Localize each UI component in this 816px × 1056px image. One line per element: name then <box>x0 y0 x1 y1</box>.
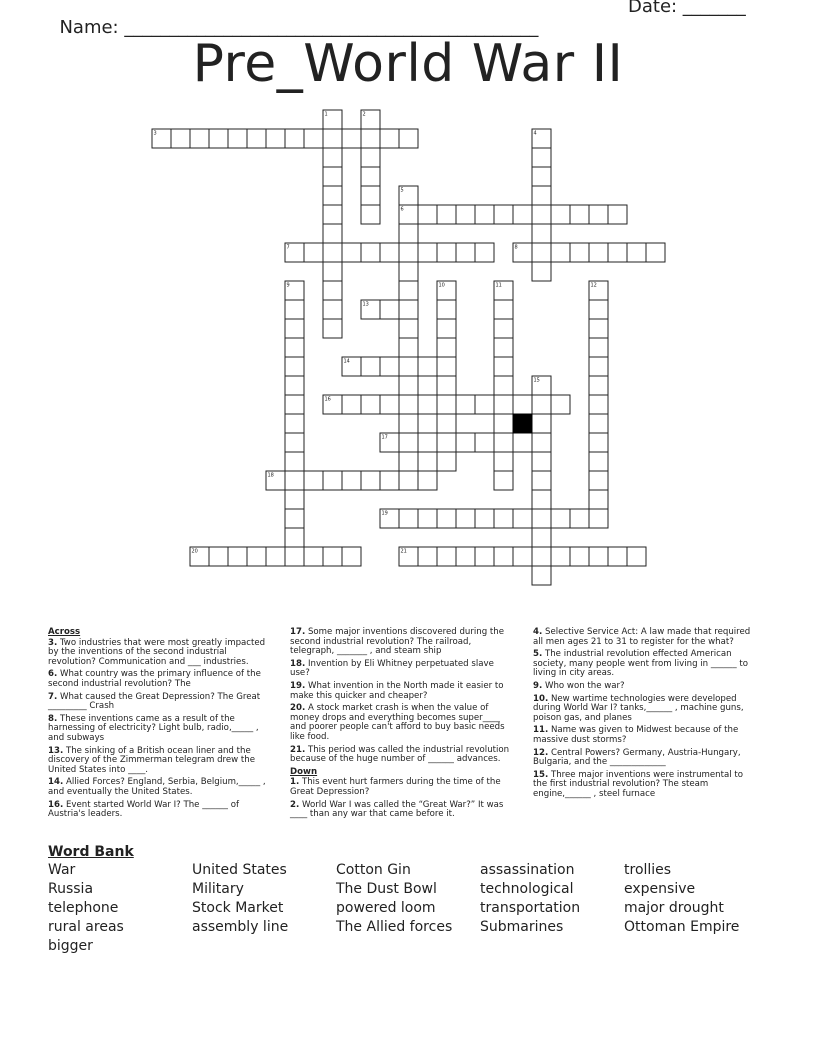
grid-cell[interactable] <box>589 490 608 509</box>
clue-across-21: 21. This period was called the industrial revolution because of the huge number of ______ advances. <box>290 744 510 765</box>
grid-cell[interactable] <box>589 300 608 319</box>
grid-cell[interactable] <box>399 471 418 490</box>
grid-cell[interactable] <box>532 167 551 186</box>
grid-cell[interactable] <box>589 547 608 566</box>
grid-cell[interactable] <box>589 205 608 224</box>
grid-clue-number: 20 <box>191 548 198 555</box>
grid-cell[interactable] <box>342 547 361 566</box>
grid-cell[interactable] <box>627 243 646 262</box>
grid-clue-number: 9 <box>286 282 290 289</box>
grid-cell[interactable] <box>418 205 437 224</box>
grid-cell[interactable] <box>589 243 608 262</box>
clue-down-5: 5. The industrial revolution effected American society, many people went from living in ______ to living in city areas. <box>533 649 748 679</box>
grid-cell[interactable] <box>209 547 228 566</box>
clue-down-4: 4. Selective Service Act: A law made that required all men ages 21 to 31 to register for the what? <box>533 627 751 647</box>
grid-cell[interactable] <box>247 547 266 566</box>
grid-cell[interactable] <box>494 395 513 414</box>
grid-cell[interactable] <box>494 433 513 452</box>
grid-cell[interactable] <box>209 129 228 148</box>
word-bank-item: Ottoman Empire <box>624 919 740 935</box>
grid-cell[interactable] <box>171 129 190 148</box>
grid-cell[interactable] <box>494 319 513 338</box>
grid-cell[interactable] <box>399 357 418 376</box>
grid-cell[interactable] <box>589 395 608 414</box>
grid-cell[interactable] <box>399 319 418 338</box>
clues-column-1 <box>48 628 273 823</box>
grid-cell[interactable] <box>399 338 418 357</box>
grid-cell[interactable] <box>589 509 608 528</box>
word-bank-item: assassination <box>480 862 575 878</box>
grid-cell[interactable] <box>532 490 551 509</box>
word-bank-item: Russia <box>48 881 94 897</box>
grid-cell[interactable] <box>570 243 589 262</box>
clue-across-3: 3. Two industries that were most greatly impacted by the inventions of the second industrial revolution? Communication and ___ industries. <box>48 637 266 667</box>
grid-cell[interactable] <box>418 357 437 376</box>
clue-across-18: 18. Invention by Eli Whitney perpetuated slave use? <box>290 658 494 679</box>
grid-cell[interactable] <box>380 243 399 262</box>
grid-cell[interactable] <box>418 243 437 262</box>
clue-across-6: 6. What country was the primary influence of the second industrial revolution? The <box>48 669 261 689</box>
clue-across-16: 16. Event started World War I? The ______ of Austria's leaders. <box>48 799 239 820</box>
clue-across-7: 7. What caused the Great Depression? The Great _________ Crash <box>48 691 261 712</box>
grid-cell[interactable] <box>513 547 532 566</box>
grid-cell[interactable] <box>532 566 551 585</box>
clue-across-14: 14. Allied Forces? England, Serbia, Belgium,_____ , and eventually the United States. <box>48 777 266 797</box>
grid-cell[interactable] <box>285 319 304 338</box>
grid-clue-number: 13 <box>362 301 369 308</box>
grid-clue-number: 11 <box>495 282 502 289</box>
word-bank-item: trollies <box>624 862 672 878</box>
grid-cell[interactable] <box>513 433 532 452</box>
clue-down-1: 1. This event hurt farmers during the time of the Great Depression? <box>290 777 501 797</box>
grid-cell[interactable] <box>323 205 342 224</box>
grid-cell[interactable] <box>494 300 513 319</box>
grid-cell[interactable] <box>513 395 532 414</box>
word-bank-item: Cotton Gin <box>336 862 411 878</box>
grid-cell[interactable] <box>285 471 304 490</box>
word-bank-item: transportation <box>480 900 581 916</box>
clues-column-2 <box>290 628 515 823</box>
grid-cell[interactable] <box>399 281 418 300</box>
grid-cell[interactable] <box>380 357 399 376</box>
grid-cell[interactable] <box>437 395 456 414</box>
grid-cell[interactable] <box>361 129 380 148</box>
grid-cell[interactable] <box>437 357 456 376</box>
grid-cell[interactable] <box>532 205 551 224</box>
grid-cell[interactable] <box>323 262 342 281</box>
grid-cell[interactable] <box>532 414 551 433</box>
date-field[interactable]: Date: _______ <box>628 0 746 17</box>
grid-cell[interactable] <box>228 547 247 566</box>
grid-clue-number: 6 <box>400 206 404 213</box>
grid-cell[interactable] <box>456 205 475 224</box>
grid-cell[interactable] <box>589 414 608 433</box>
grid-cell[interactable] <box>532 547 551 566</box>
clue-across-8: 8. These inventions came as a result of the harnessing of electricity? Light bulb, radio,_____ , and subways <box>48 713 259 743</box>
grid-cell[interactable] <box>323 129 342 148</box>
grid-cell[interactable] <box>285 300 304 319</box>
grid-cell[interactable] <box>456 433 475 452</box>
grid-cell[interactable] <box>323 300 342 319</box>
grid-cell[interactable] <box>456 395 475 414</box>
grid-cell[interactable] <box>589 433 608 452</box>
grid-cell[interactable] <box>532 509 551 528</box>
grid-cell[interactable] <box>494 205 513 224</box>
grid-cell[interactable] <box>361 471 380 490</box>
grid-cell[interactable] <box>532 186 551 205</box>
grid-cell[interactable] <box>475 395 494 414</box>
grid-cell[interactable] <box>399 262 418 281</box>
clue-down-10: 10. New wartime technologies were developed during World War I? tanks,______ , machine guns, poison gas, and planes <box>533 693 744 723</box>
grid-cell[interactable] <box>532 433 551 452</box>
grid-cell[interactable] <box>532 148 551 167</box>
clue-across-13: 13. The sinking of a British ocean liner and the discovery of the Zimmerman telegram drew the United States into ____. <box>48 745 256 775</box>
grid-cell[interactable] <box>608 243 627 262</box>
word-bank-item: Submarines <box>480 919 564 935</box>
word-bank-item: The Dust Bowl <box>336 881 437 897</box>
word-bank-item: technological <box>480 881 574 897</box>
word-bank-item: War <box>48 862 76 878</box>
grid-cell[interactable] <box>399 509 418 528</box>
grid-cell[interactable] <box>323 167 342 186</box>
grid-cell[interactable] <box>532 224 551 243</box>
word-bank-item: rural areas <box>48 919 124 935</box>
grid-cell[interactable] <box>380 129 399 148</box>
grid-cell[interactable] <box>418 395 437 414</box>
grid-cell[interactable] <box>323 281 342 300</box>
grid-cell[interactable] <box>399 414 418 433</box>
grid-cell[interactable] <box>266 129 285 148</box>
grid-clue-number: 4 <box>533 130 537 137</box>
grid-clue-number: 3 <box>153 130 157 137</box>
grid-cell[interactable] <box>285 414 304 433</box>
clues-column-3 <box>533 628 758 803</box>
grid-clue-number: 12 <box>590 282 597 289</box>
grid-cell[interactable] <box>627 547 646 566</box>
grid-cell[interactable] <box>646 243 665 262</box>
grid-cell[interactable] <box>380 395 399 414</box>
grid-cell[interactable] <box>342 129 361 148</box>
word-bank-item: United States <box>192 862 287 878</box>
grid-cell[interactable] <box>513 205 532 224</box>
grid-cell[interactable] <box>494 376 513 395</box>
grid-cell[interactable] <box>323 148 342 167</box>
grid-cell[interactable] <box>494 471 513 490</box>
grid-cell[interactable] <box>589 319 608 338</box>
grid-cell[interactable] <box>437 205 456 224</box>
grid-cell[interactable] <box>570 509 589 528</box>
clue-down-2: 2. World War I was called the “Great War?” It was ____ than any war that came before it. <box>290 799 504 820</box>
grid-cell[interactable] <box>456 509 475 528</box>
grid-cell[interactable] <box>285 433 304 452</box>
grid-cell[interactable] <box>285 509 304 528</box>
grid-cell[interactable] <box>475 243 494 262</box>
grid-cell[interactable] <box>589 471 608 490</box>
grid-cell[interactable] <box>418 547 437 566</box>
grid-cell[interactable] <box>551 243 570 262</box>
name-field[interactable]: Name: ______________________________________________ <box>59 17 539 38</box>
word-bank-item: Stock Market <box>192 900 284 916</box>
grid-cell[interactable] <box>475 547 494 566</box>
word-bank-item: major drought <box>624 900 724 916</box>
grid-clue-number: 7 <box>286 244 290 251</box>
grid-cell[interactable] <box>437 243 456 262</box>
grid-cell[interactable] <box>342 471 361 490</box>
clue-across-17: 17. Some major inventions discovered during the second industrial revolution? The railroad, telegraph, _______ , and steam ship <box>290 627 504 657</box>
grid-cell[interactable] <box>437 319 456 338</box>
grid-cell[interactable] <box>323 186 342 205</box>
grid-cell[interactable] <box>475 433 494 452</box>
grid-cell[interactable] <box>608 547 627 566</box>
grid-cell[interactable] <box>285 376 304 395</box>
clue-down-9: 9. Who won the war? <box>533 680 625 691</box>
grid-cell[interactable] <box>380 471 399 490</box>
grid-cell[interactable] <box>532 395 551 414</box>
page-title: Pre_World War II <box>192 34 624 94</box>
word-bank-item: bigger <box>48 938 93 954</box>
grid-clue-number: 19 <box>381 510 388 517</box>
grid-cell[interactable] <box>494 547 513 566</box>
grid-cell[interactable] <box>494 509 513 528</box>
grid-cell[interactable] <box>399 376 418 395</box>
grid-cell[interactable] <box>399 129 418 148</box>
clue-across-20: 20. A stock market crash is when the value of money drops and everything becomes super____ and poorer people can't afford to buy basic needs like food. <box>290 703 505 742</box>
grid-cell[interactable] <box>551 395 570 414</box>
grid-cell[interactable] <box>418 471 437 490</box>
grid-cell[interactable] <box>342 395 361 414</box>
grid-cell[interactable] <box>323 243 342 262</box>
grid-cell[interactable] <box>361 205 380 224</box>
grid-cell[interactable] <box>589 452 608 471</box>
grid-cell[interactable] <box>342 243 361 262</box>
word-bank-item: The Allied forces <box>336 919 453 935</box>
word-bank-item: telephone <box>48 900 119 916</box>
grid-cell[interactable] <box>494 414 513 433</box>
grid-clue-number: 14 <box>343 358 350 365</box>
clue-across-19: 19. What invention in the North made it easier to make this quicker and cheaper? <box>290 680 504 701</box>
grid-cell[interactable] <box>437 509 456 528</box>
clue-down-15: 15. Three major inventions were instrumental to the first industrial revolution? The steam engine,______ , steel furnace <box>533 769 744 799</box>
grid-cell[interactable] <box>437 433 456 452</box>
grid-cell[interactable] <box>228 129 247 148</box>
grid-cell[interactable] <box>399 433 418 452</box>
grid-cell[interactable] <box>494 452 513 471</box>
grid-block-cell <box>513 414 532 433</box>
grid-cell[interactable] <box>190 129 209 148</box>
clue-down-12: 12. Central Powers? Germany, Austria-Hungary, Bulgaria, and the _____________ <box>533 747 741 768</box>
across-heading: Across <box>48 627 81 637</box>
grid-cell[interactable] <box>437 414 456 433</box>
grid-cell[interactable] <box>285 547 304 566</box>
grid-cell[interactable] <box>285 452 304 471</box>
grid-cell[interactable] <box>513 509 532 528</box>
grid-cell[interactable] <box>285 129 304 148</box>
grid-cell[interactable] <box>399 395 418 414</box>
grid-cell[interactable] <box>380 300 399 319</box>
grid-clue-number: 18 <box>267 472 274 479</box>
grid-cell[interactable] <box>475 205 494 224</box>
grid-cell[interactable] <box>589 338 608 357</box>
grid-clue-number: 17 <box>381 434 388 441</box>
grid-cell[interactable] <box>456 547 475 566</box>
grid-cell[interactable] <box>589 357 608 376</box>
grid-cell[interactable] <box>532 243 551 262</box>
grid-cell[interactable] <box>304 129 323 148</box>
grid-cell[interactable] <box>532 452 551 471</box>
grid-cell[interactable] <box>304 243 323 262</box>
grid-cell[interactable] <box>304 547 323 566</box>
grid-cell[interactable] <box>418 433 437 452</box>
grid-cell[interactable] <box>475 509 494 528</box>
grid-cell[interactable] <box>494 357 513 376</box>
grid-cell[interactable] <box>532 528 551 547</box>
word-bank-item: assembly line <box>192 919 289 935</box>
grid-cell[interactable] <box>456 243 475 262</box>
grid-cell[interactable] <box>532 471 551 490</box>
grid-cell[interactable] <box>399 224 418 243</box>
grid-clue-number: 16 <box>324 396 331 403</box>
grid-cell[interactable] <box>304 471 323 490</box>
grid-cell[interactable] <box>437 547 456 566</box>
grid-cell[interactable] <box>323 471 342 490</box>
grid-cell[interactable] <box>361 357 380 376</box>
grid-cell[interactable] <box>551 205 570 224</box>
grid-cell[interactable] <box>323 224 342 243</box>
grid-cell[interactable] <box>437 452 456 471</box>
grid-cell[interactable] <box>608 205 627 224</box>
grid-cell[interactable] <box>551 509 570 528</box>
grid-cell[interactable] <box>437 376 456 395</box>
grid-clue-number: 5 <box>400 187 404 194</box>
grid-cell[interactable] <box>247 129 266 148</box>
grid-cell[interactable] <box>323 547 342 566</box>
grid-cell[interactable] <box>399 452 418 471</box>
grid-cell[interactable] <box>285 528 304 547</box>
grid-cell[interactable] <box>266 547 285 566</box>
grid-cell[interactable] <box>285 490 304 509</box>
grid-cell[interactable] <box>285 357 304 376</box>
word-bank-item: powered loom <box>336 900 436 916</box>
grid-cell[interactable] <box>361 148 380 167</box>
word-bank-item: Military <box>192 881 244 897</box>
grid-cell[interactable] <box>532 262 551 281</box>
grid-cell[interactable] <box>285 395 304 414</box>
grid-clue-number: 21 <box>400 548 407 555</box>
grid-cell[interactable] <box>399 300 418 319</box>
word-bank-title: Word Bank <box>48 844 134 860</box>
grid-clue-number: 15 <box>533 377 540 384</box>
grid-clue-number: 2 <box>362 111 366 118</box>
grid-cell[interactable] <box>361 395 380 414</box>
word-bank-item: expensive <box>624 881 696 897</box>
grid-cell[interactable] <box>551 547 570 566</box>
grid-clue-number: 10 <box>438 282 445 289</box>
grid-cell[interactable] <box>361 243 380 262</box>
grid-cell[interactable] <box>361 167 380 186</box>
grid-cell[interactable] <box>570 205 589 224</box>
grid-cell[interactable] <box>589 376 608 395</box>
grid-cell[interactable] <box>361 186 380 205</box>
grid-cell[interactable] <box>570 547 589 566</box>
grid-cell[interactable] <box>418 509 437 528</box>
down-heading: Down <box>290 766 318 777</box>
grid-clue-number: 8 <box>514 244 518 251</box>
grid-cell[interactable] <box>437 338 456 357</box>
grid-cell[interactable] <box>323 319 342 338</box>
clue-down-11: 11. Name was given to Midwest because of the massive dust storms? <box>533 725 739 745</box>
grid-cell[interactable] <box>437 300 456 319</box>
grid-cell[interactable] <box>494 338 513 357</box>
grid-cell[interactable] <box>285 338 304 357</box>
grid-cell[interactable] <box>399 243 418 262</box>
grid-clue-number: 1 <box>324 111 328 118</box>
